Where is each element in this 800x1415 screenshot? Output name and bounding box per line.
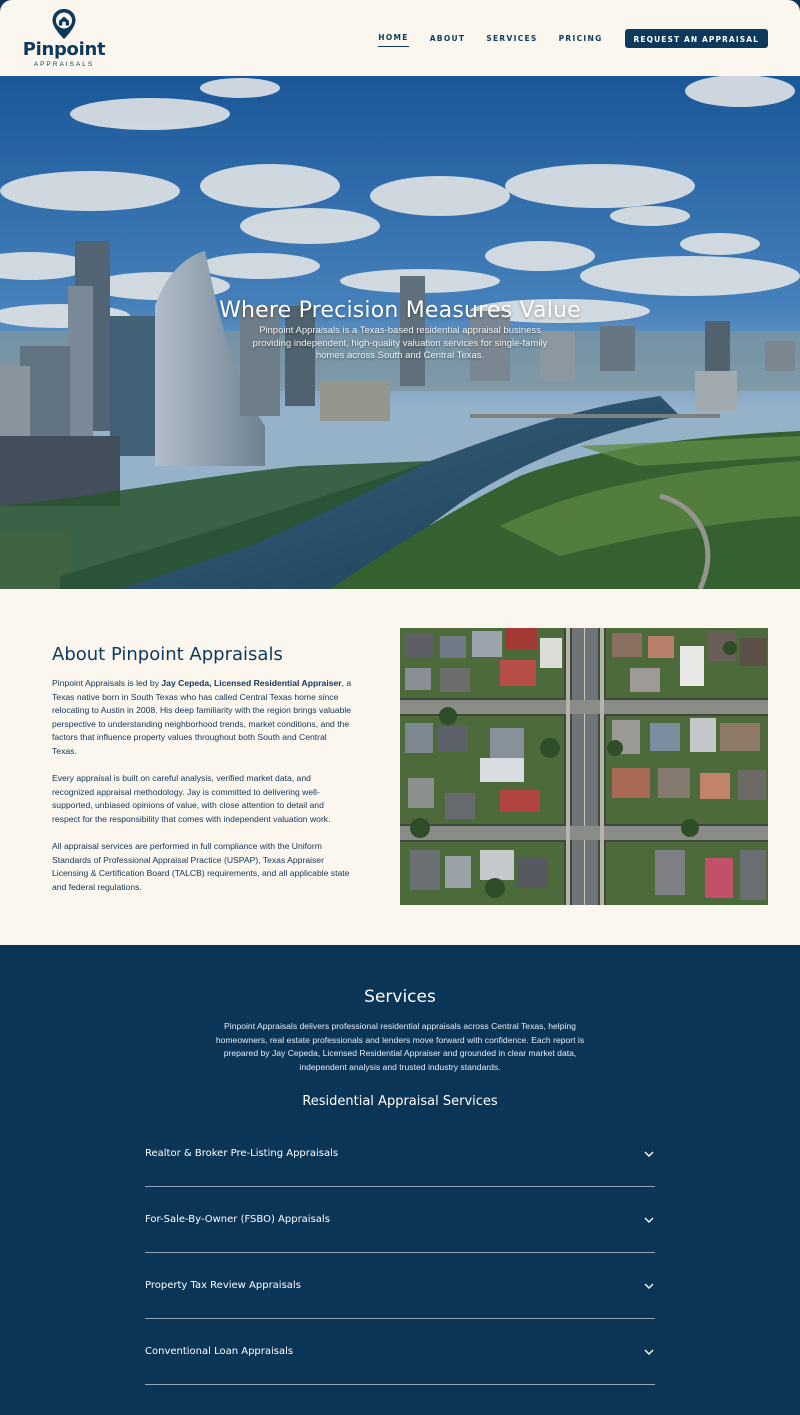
about-body [52, 677, 352, 908]
logo[interactable] [22, 8, 106, 68]
services-accordion [145, 1121, 655, 1385]
site-header [0, 0, 800, 76]
about-paragraph-1: Pinpoint Appraisals is led by Jay Cepeda, Licensed Residential Appraiser, a Texas native born in South Texas who has called Central Texas home since relocating to Austin in 2008. His deep familiarity with the region brings valuable perspective to understanding neighborhood trends, market conditions, and the factors that influence property values throughout both South and Central Texas. [52, 678, 352, 756]
accordion-item-property-tax[interactable] [145, 1253, 655, 1319]
neighborhood-aerial-image [400, 628, 768, 905]
about-section [0, 589, 800, 945]
chevron-down-icon[interactable] [643, 1280, 655, 1292]
services-intro: Pinpoint Appraisals delivers professional residential appraisals across Central Texas, helping homeowners, real estate professionals and lenders move forward with confidence. Each report is prepared by Jay Cepeda, Licensed Residential Appraiser and grounded in clear market data, independent analysis and trusted industry standards. [215, 1021, 585, 1072]
request-appraisal-button[interactable]: REQUEST AN APPRAISAL [625, 29, 768, 48]
appraiser-name: Jay Cepeda, Licensed Residential Appraiser [161, 678, 342, 688]
accordion-label: Property Tax Review Appraisals [145, 1280, 301, 1291]
nav-pricing[interactable]: PRICING [558, 33, 603, 43]
nav-about[interactable]: ABOUT [429, 33, 466, 43]
hero [0, 76, 800, 589]
logo-wordmark: Pinpoint [22, 39, 106, 60]
services-section [0, 945, 800, 1415]
nav-services[interactable]: SERVICES [486, 33, 538, 43]
nav-home[interactable]: HOME [378, 29, 408, 47]
accordion-item-fsbo[interactable] [145, 1187, 655, 1253]
accordion-label: Realtor & Broker Pre-Listing Appraisals [145, 1148, 339, 1159]
services-title: Services [364, 987, 436, 1007]
hero-text [0, 298, 800, 363]
about-paragraph-3: All appraisal services are performed in full compliance with the Uniform Standards of Professional Appraisal Practice (USPAP), Texas Appraiser Licensing & Certification Board (TALCB) requirements, and all applicable state and federal regulations. [52, 841, 350, 892]
residential-services-heading: Residential Appraisal Services [302, 1094, 498, 1109]
logo-tagline: APPRAISALS [33, 61, 95, 68]
about-paragraph-2: Every appraisal is built on careful analysis, verified market data, and recognized appraisal methodology. Jay is committed to delivering well-supported, unbiased opinions of value, with close attention to detail and respect for the responsibility that comes with independent valuation work. [52, 773, 331, 824]
main-nav [357, 29, 768, 48]
hero-title: Where Precision Measures Value [219, 298, 581, 323]
accordion-label: For-Sale-By-Owner (FSBO) Appraisals [145, 1214, 330, 1225]
accordion-item-conventional-loan[interactable] [145, 1319, 655, 1385]
about-title: About Pinpoint Appraisals [52, 644, 283, 665]
chevron-down-icon[interactable] [643, 1148, 655, 1160]
map-pin-house-icon [51, 8, 77, 40]
hero-subtitle: Pinpoint Appraisals is a Texas-based residential appraisal business providing independent, high-quality valuation services for single-family homes across South and Central Texas. [252, 325, 548, 361]
accordion-label: Conventional Loan Appraisals [145, 1346, 294, 1357]
chevron-down-icon[interactable] [643, 1346, 655, 1358]
chevron-down-icon[interactable] [643, 1214, 655, 1226]
accordion-item-pre-listing[interactable] [145, 1121, 655, 1187]
